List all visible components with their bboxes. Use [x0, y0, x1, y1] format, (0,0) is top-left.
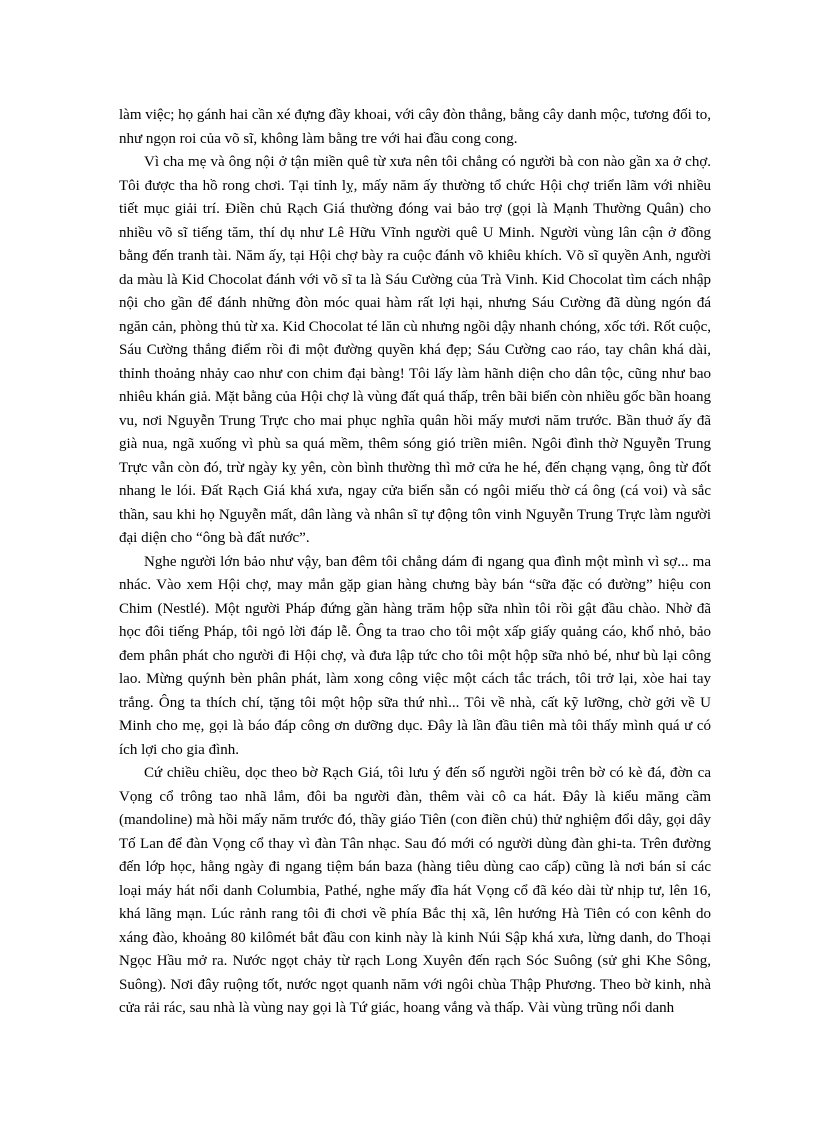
- document-page: [119, 104, 711, 1021]
- paragraph-condensed-milk: Nghe người lớn bảo như vậy, ban đêm tôi chẳng dám đi ngang qua đình một mình vì sợ... ma nhác. Vào xem Hội chợ, may mắn gặp gian hàng chưng bày bán “sữa đặc có đường” hiệu con Chim (Nestlé). Một người Pháp đứng gần hàng trăm hộp sữa nhìn tôi rồi gật đầu chào. Nhờ đã học đôi tiếng Pháp, tôi ngỏ lời đáp lễ. Ông ta trao cho tôi một xấp giấy quảng cáo, khổ nhỏ, bảo đem phân phát cho người đi Hội chợ, và đưa lập tức cho tôi một hộp sữa nhỏ bé, như bù lại công lao. Mừng quýnh bèn phân phát, làm xong công việc một cách tắc trách, tôi trở lại, xòe hai tay trắng. Ông ta thích chí, tặng tôi một hộp sữa thứ nhì... Tôi về nhà, cất kỹ lưỡng, chờ gởi về U Minh cho mẹ, gọi là báo đáp công ơn dưỡng dục. Đây là lần đầu tiên mà tôi thấy mình quá ư có ích lợi cho gia đình.: [119, 553, 711, 758]
- paragraph-vong-co-music: Cứ chiều chiều, dọc theo bờ Rạch Giá, tôi lưu ý đến số người ngồi trên bờ có kè đá, đờn ca Vọng cổ trông tao nhã lắm, đôi ba người đàn, thêm vài cô ca hát. Đây là kiểu măng cầm (mandoline) mà hồi mấy năm trước đó, thầy giáo Tiên (con điền chủ) thử nghiệm đổi dây, gọi dây Tố Lan để đàn Vọng cổ thay vì đàn Tân nhạc. Sau đó mới có người dùng đàn ghi-ta. Trên đường đến lớp học, hằng ngày đi ngang tiệm bán baza (hàng tiêu dùng cao cấp) cũng là nơi bán sỉ các loại máy hát nổi danh Columbia, Pathé, nghe mấy đĩa hát Vọng cổ đã kéo dài từ nhịp tư, lên 16, khá lãng mạn. Lúc rảnh rang tôi đi chơi về phía Bắc thị xã, lên hướng Hà Tiên có con kênh do xáng đào, khoảng 80 kilômét bắt đầu con kinh này là kinh Núi Sập khá xưa, lừng danh, do Thoại Ngọc Hầu mở ra. Nước ngọt chảy từ rạch Long Xuyên đến rạch Sóc Suông (sử ghi Khe Sông, Suông). Nơi đây ruộng tốt, nước ngọt quanh năm với ngôi chùa Thập Phương. Theo bờ kinh, nhà cửa rải rác, sau nhà là vùng nay gọi là Tứ giác, hoang vắng và thấp. Vài vùng trũng nổi danh: [119, 765, 711, 1016]
- paragraph-continuation: làm việc; họ gánh hai cần xé đựng đầy khoai, với cây đòn thẳng, bằng cây danh mộc, tương đối to, như ngọn roi của võ sĩ, không làm bằng tre với hai đầu cong cong.: [119, 107, 711, 147]
- paragraph-fair-boxing: Vì cha mẹ và ông nội ở tận miền quê từ xưa nên tôi chẳng có người bà con nào gần xa ở chợ. Tôi được tha hồ rong chơi. Tại tỉnh lỵ, mấy năm ấy thường tổ chức Hội chợ triển lãm với nhiều tiết mục giải trí. Điền chủ Rạch Giá thường đóng vai bảo trợ (gọi là Mạnh Thường Quân) cho nhiều võ sĩ tiếng tăm, thí dụ như Lê Hữu Vĩnh người quê U Minh. Người vùng lân cận ở đồng bằng đến tranh tài. Năm ấy, tại Hội chợ bày ra cuộc đánh võ khiêu khích. Võ sĩ quyền Anh, người da màu là Kid Chocolat đánh với võ sĩ ta là Sáu Cường của Trà Vinh. Kid Chocolat tìm cách nhập nội cho gần để đánh những đòn móc quai hàm rất lợi hại, nhưng Sáu Cường đã dùng ngón đá ngăn cản, phòng thủ từ xa. Kid Chocolat té lăn cù nhưng ngồi dậy nhanh chóng, xốc tới. Rốt cuộc, Sáu Cường thắng điểm rồi đi một đường quyền khá đẹp; Sáu Cường cao ráo, tay chân khá dài, thỉnh thoảng nhảy cao như con chim đại bàng! Tôi lấy làm hãnh diện cho dân tộc, cũng như bao nhiêu khán giả. Mặt bằng của Hội chợ là vùng đất quá thấp, trên bãi biển còn nhiều gốc bần hoang vu, nơi Nguyễn Trung Trực cho mai phục nghĩa quân hồi mấy mươi năm trước. Bần thuở ấy đã già nua, ngã xuống vì phù sa quá mềm, thêm sóng gió triền miên. Ngôi đình thờ Nguyễn Trung Trực vẫn còn đó, trừ ngày kỵ yên, còn bình thường thì mở cửa he hé, đến chạng vạng, ông từ đốt nhang le lói. Đất Rạch Giá khá xưa, ngay cửa biển sẵn có ngôi miếu thờ cá ông (cá voi) và sắc thần, sau khi họ Nguyễn mất, dân làng và nhân sĩ tự động tôn vinh Nguyễn Trung Trực làm người đại diện cho “ông bà đất nước”.: [119, 154, 711, 546]
